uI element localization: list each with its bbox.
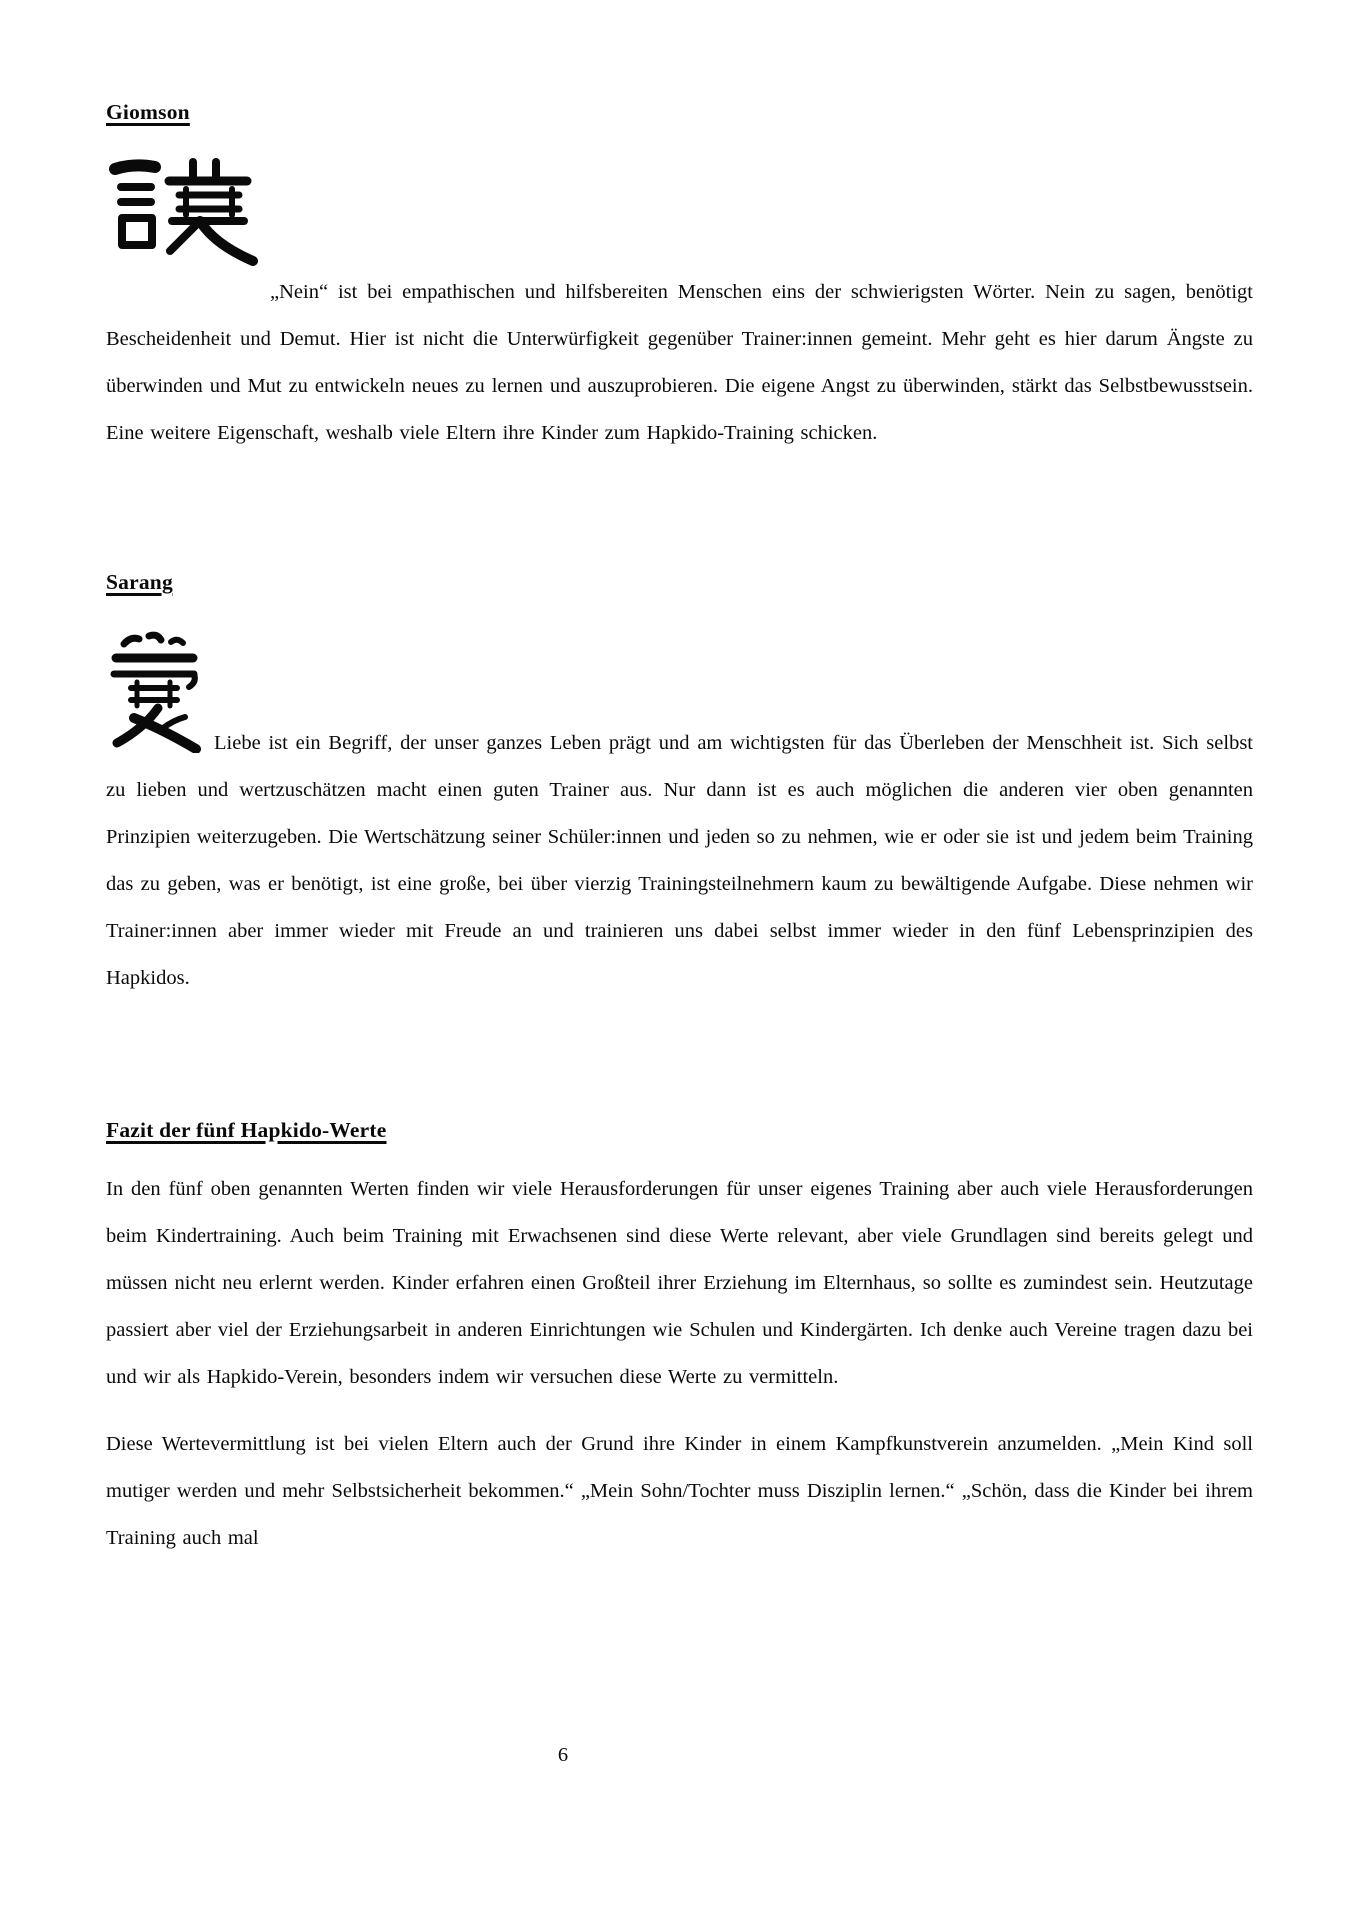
paragraph-text: Liebe ist ein Begriff, der unser ganzes Leben prägt und am wichtigsten für das Überleben der Menschheit ist. Sich selbst zu lieben und wertzuschätzen macht einen guten Trainer aus. Nur dann ist es auch möglichen die anderen vier oben genannten Prinzipien weiterzugeben. Die Wertschätzung seiner Schüler:innen und jeden so zu nehmen, wie er oder sie ist und jedem beim Training das zu geben, was er benötigt, ist eine große, bei über vierzig Trainingsteilnehmern kaum zu bewältigende Aufgabe. Diese nehmen wir Trainer:innen aber immer wieder mit Freude an und trainieren uns dabei selbst immer wieder in den fünf Lebensprinzipien des Hapkidos.: [106, 732, 1253, 989]
paragraph-sarang: [106, 631, 1253, 1002]
section-heading-sarang: Sarang: [106, 570, 173, 594]
section-heading-giomson: Giomson: [106, 100, 190, 124]
section-heading-fazit: Fazit der fünf Hapkido-Werte: [106, 1118, 387, 1142]
paragraph-text: „Nein“ ist bei empathischen und hilfsbereiten Menschen eins der schwierigsten Wörter. Nein zu sagen, benötigt Bescheidenheit und Demut. Hier ist nicht die Unterwürfigkeit gegenüber Trainer:innen gemeint. Mehr geht es hier darum Ängste zu überwinden und Mut zu entwickeln neues zu lernen und auszuprobieren. Die eigene Angst zu überwinden, stärkt das Selbstbewusstsein. Eine weitere Eigenschaft, weshalb viele Eltern ihre Kinder zum Hapkido-Training schicken.: [106, 281, 1253, 444]
calligraphy-giomson-image: [106, 156, 258, 268]
page-content: [106, 0, 1253, 1562]
page-number: 6: [557, 1744, 569, 1766]
paragraph-giomson: [106, 156, 1253, 457]
paragraph-fazit-2: Diese Wertevermittlung ist bei vielen Eltern auch der Grund ihre Kinder in einem Kampfkunstverein anzumelden. „Mein Kind soll mutiger werden und mehr Selbstsicherheit bekommen.“ „Mein Sohn/Tochter muss Disziplin lernen.“ „Schön, dass die Kinder bei ihrem Training auch mal: [106, 1433, 1253, 1549]
calligraphy-sarang-image: [106, 631, 202, 753]
paragraph-fazit-1: In den fünf oben genannten Werten finden wir viele Herausforderungen für unser eigenes Training aber auch viele Herausforderungen beim Kindertraining. Auch beim Training mit Erwachsenen sind diese Werte relevant, aber viele Grundlagen sind bereits gelegt und müssen nicht neu erlernt werden. Kinder erfahren einen Großteil ihrer Erziehung im Elternhaus, so sollte es zumindest sein. Heutzutage passiert aber viel der Erziehungsarbeit in anderen Einrichtungen wie Schulen und Kindergärten. Ich denke auch Vereine tragen dazu bei und wir als Hapkido-Verein, besonders indem wir versuchen diese Werte zu vermitteln.: [106, 1178, 1253, 1388]
